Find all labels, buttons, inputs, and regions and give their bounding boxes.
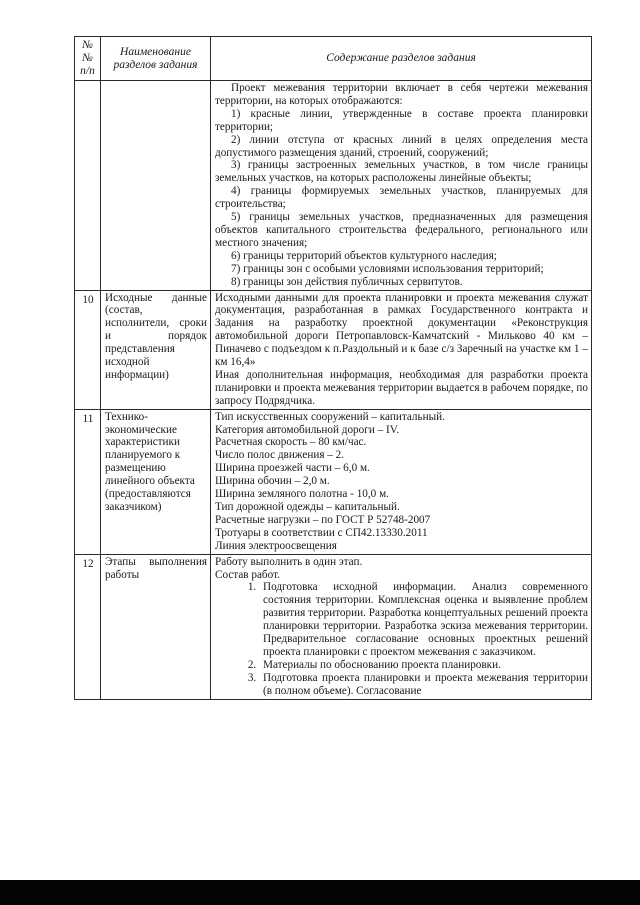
row-num-empty <box>75 81 101 291</box>
spec-line: Линия электроосвещения <box>215 539 337 552</box>
spec-line: Расчетная скорость – 80 км/час. <box>215 436 367 449</box>
row-name-empty <box>101 81 211 291</box>
table-row-10 <box>75 290 592 409</box>
content-paragraph: Исходными данными для проекта планировки и проекта межевания служат документация, разработанная в рамках Государственного контракта и Задания на разработку проектной документации «Реконструкция автомобильной дороги Петропавловск-Камчатский - Мильково 40 км – Пиначево с подъездом к п.Раздольный и к базе с/з Заречный на участке км 1 – км 16,4» <box>215 291 588 369</box>
intro-line: Работу выполнить в один этап. <box>215 555 363 568</box>
row-name: Технико-экономические характеристики планируемого к размещению линейного объекта (предоставляются заказчиком) <box>101 409 211 554</box>
spec-line: Ширина проезжей части – 6,0 м. <box>215 462 370 475</box>
row-number: 12 <box>75 554 101 699</box>
spec-line: Число полос движения – 2. <box>215 449 345 462</box>
spec-line: Тротуары в соответствии с СП42.13330.2011 <box>215 526 428 539</box>
row-name: Исходные данные (состав, исполнители, сроки и порядок представления исходной информации) <box>101 290 211 409</box>
intro-line: Состав работ. <box>215 568 280 581</box>
content-paragraph: Проект межевания территории включает в себя чертежи межевания территории, на которых отображаются: <box>215 82 588 107</box>
spec-line: Категория автомобильной дороги – IV. <box>215 423 400 436</box>
content-paragraph: 1) красные линии, утвержденные в составе проекта планировки территории; <box>215 107 588 133</box>
content-paragraph: Иная дополнительная информация, необходимая для разработки проекта планировки и проекта межевания территории выдается в рабочем порядке, по запросу Подрядчика. <box>215 368 588 407</box>
work-steps-list <box>215 581 588 697</box>
spec-line: Ширина земляного полотна - 10,0 м. <box>215 488 389 501</box>
header-row <box>75 37 592 81</box>
row-prev-content <box>211 81 592 291</box>
assignment-table <box>74 36 592 700</box>
row-content <box>211 554 592 699</box>
table-row-12 <box>75 554 592 699</box>
list-item: 1. Подготовка исходной информации. Анализ современного состояния территории. Комплексная оценка и выявление проблем развития территории. Разработка концептуальных решений проекта планировки территории. Разработка эскиза межевания территории. Предварительное согласование основных проектных решений проекта планировки с проектом межевания с заказчиком. <box>259 581 588 658</box>
header-num: №№ п/п <box>75 37 101 81</box>
spec-line: Тип дорожной одежды – капитальный. <box>215 501 400 513</box>
spec-line: Расчетные нагрузки – по ГОСТ Р 52748-2007 <box>215 513 431 526</box>
row-content <box>211 290 592 409</box>
table-row-prev <box>75 81 592 291</box>
content-paragraph: 2) линии отступа от красных линий в целях определения места допустимого размещения зданий, строений, сооружений; <box>215 133 588 159</box>
content-paragraph: 4) границы формируемых земельных участков, планируемых для строительства; <box>215 185 588 211</box>
header-content: Содержание разделов задания <box>211 37 592 81</box>
spec-line: Тип искусственных сооружений – капитальный. <box>215 410 445 423</box>
content-paragraph: 7) границы зон с особыми условиями использования территорий; <box>231 262 544 275</box>
spec-line: Ширина обочин – 2,0 м. <box>215 475 330 488</box>
content-paragraph: 3) границы застроенных земельных участков, в том числе границы земельных участков, на которых расположены линейные объекты; <box>215 159 588 185</box>
row-number: 10 <box>75 290 101 409</box>
row-number: 11 <box>75 409 101 554</box>
row-name: Этапы выполнения работы <box>101 554 211 699</box>
scan-bottom-edge <box>0 880 640 905</box>
content-paragraph: 5) границы земельных участков, предназначенных для размещения объектов капитального строительства федерального, регионального или местного значения; <box>215 211 588 249</box>
list-item: 3. Подготовка проекта планировки и проекта межевания территории (в полном объеме). Согласование <box>259 672 588 698</box>
row-content <box>211 409 592 554</box>
header-name: Наименование разделов задания <box>101 37 211 81</box>
table-row-11 <box>75 409 592 554</box>
content-paragraph: 6) границы территорий объектов культурного наследия; <box>231 249 497 262</box>
list-item: 2. Материалы по обоснованию проекта планировки. <box>259 659 588 672</box>
content-paragraph: 8) границы зон действия публичных сервитутов. <box>231 275 463 288</box>
